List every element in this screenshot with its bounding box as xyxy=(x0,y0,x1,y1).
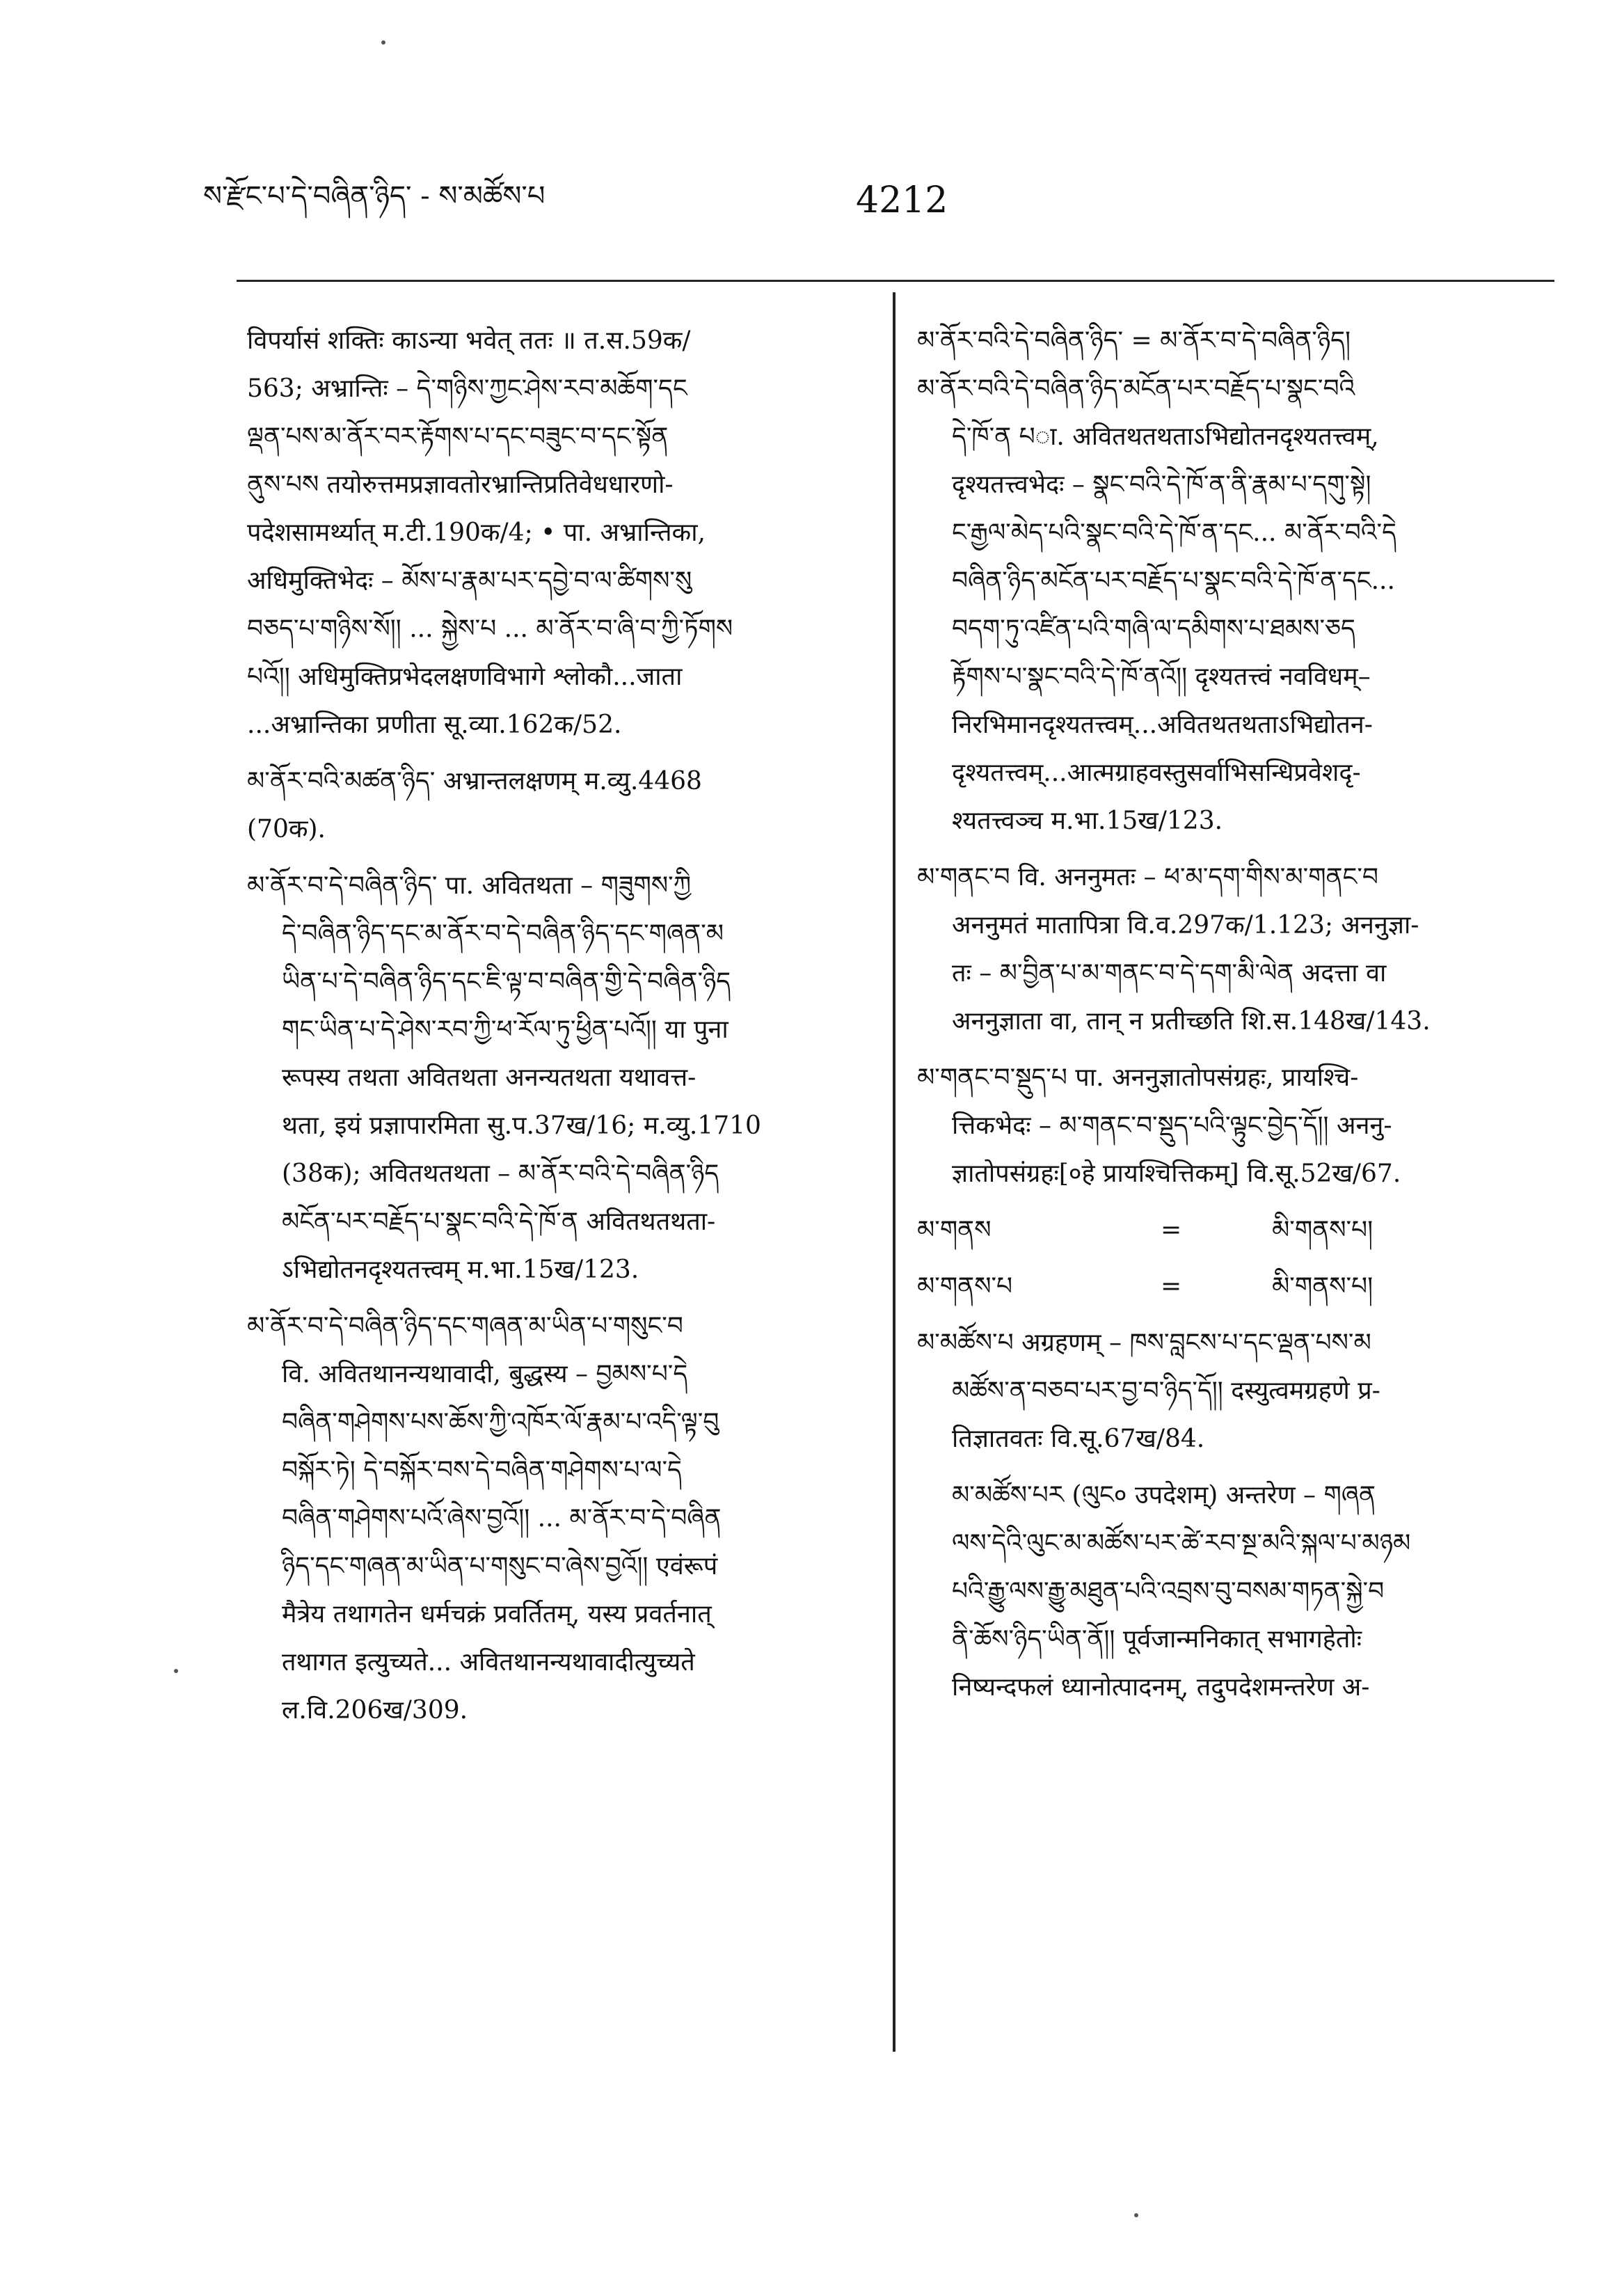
entry-continuation-line: གང་ཡིན་པ་དེ་ཤེས་རབ་ཀྱི་ཕ་རོལ་ཏུ་ཕྱིན་པའོ།། या पुना xyxy=(282,1015,729,1044)
header-rule xyxy=(237,280,1554,282)
entry-continuation-line: བཞིན་ཉིད་མངོན་པར་བརྗོད་པ་སྣང་བའི་དེ་ཁོ་ན་དང... xyxy=(952,567,1395,595)
entry-continuation-line: དེ་ཁོ་ན པा. अवितथतथताऽभिद्योतनदृश्यतत्त्वम्, xyxy=(952,422,1379,451)
entry-headword-line: མ་ནོར་བ་དེ་བཞིན་ཉིད་ पा. अवितथता – གཟུགས་ཀྱི xyxy=(247,871,692,900)
cross-reference-sign: = xyxy=(1161,1216,1182,1244)
entry-continuation-line: རྟོགས་པ་སྣང་བའི་དེ་ཁོ་ནའོ།། दृश्यतत्त्वं नवविधम्– xyxy=(952,663,1371,691)
entry-continuation-line: བཞིན་གཤེགས་པས་ཆོས་ཀྱི་འཁོར་ལོ་རྣམ་པ་འདི་ལྟ་བུ xyxy=(282,1408,719,1436)
cross-reference-head: མ་གནས་པ xyxy=(917,1272,1013,1301)
page-number: 4212 xyxy=(856,180,948,221)
entry-continuation-line: མངོན་པར་བརྗོད་པ་སྣང་བའི་དེ་ཁོ་ན अवितथतथता- xyxy=(282,1207,716,1236)
cross-reference-sign: = xyxy=(1161,1272,1182,1301)
entry-continuation-line: दृश्यतत्त्वम्...आत्मग्राहवस्तुसर्वाभिसन्धिप्रवेशदृ- xyxy=(952,759,1361,787)
entry-continuation-line: ऽभिद्योतनदृश्यतत्त्वम् म.भा.15ख/123. xyxy=(282,1256,639,1284)
entry-continuation-line: མཚོས་ན་བཅབ་པར་བྱ་བ་ཉིད་དོ།། दस्युत्वमग्रहणे प्र- xyxy=(952,1377,1380,1405)
entry-continuation-line: ཡིན་པ་དེ་བཞིན་ཉིད་དང་ཇི་ལྟ་བ་བཞིན་གྱི་དེ་བཞིན་ཉིད xyxy=(282,967,731,996)
scan-speck xyxy=(381,40,385,45)
entry-continuation-line: निरभिमानदृश्यतत्त्वम्...अवितथतथताऽभिद्योतन- xyxy=(952,711,1373,739)
entry-headword-line: ...अभ्रान्तिका प्रणीता सू.व्या.162क/52. xyxy=(247,711,622,739)
entry-continuation-line: བདག་ཏུ་འཛིན་པའི་གཞི་ལ་དམིགས་པ་ཐམས་ཅད xyxy=(952,615,1355,643)
entry-continuation-line: थता, इयं प्रज्ञापारमिता सु.प.37ख/16; म.व्यु.1710 xyxy=(282,1111,761,1140)
entry-headword-line: མ་གནང་བ་སྡུད་པ पा. अननुज्ञातोपसंग्रहः, प्रायश्चि- xyxy=(917,1063,1359,1092)
entry-gap xyxy=(917,845,1536,853)
entry-continuation-line: त्तिकभेदः – མ་གནང་བ་སྡུད་པའི་ལྟུང་བྱེད་དོ།། अननु- xyxy=(952,1111,1392,1140)
running-header: ས་རྫོང་པ་དེ་བཞིན་ཉིད་ - ས་མཚོས་པ xyxy=(203,180,546,212)
entry-gap xyxy=(247,853,866,862)
entry-continuation-line: तथागत इत्युच्यते... अवितथानन्यथावादीत्युच्यते xyxy=(282,1648,695,1677)
entry-continuation-line: ल.वि.206ख/309. xyxy=(282,1696,468,1725)
entry-continuation-line: अननुज्ञाता वा, तान् न प्रतीच्छति शि.स.148ख/143. xyxy=(952,1007,1431,1036)
right-column xyxy=(917,317,1536,1711)
entry-continuation-line: तः – མ་བྱིན་པ་མ་གནང་བ་དེ་དག་མི་ལེན अदत्ता वा xyxy=(952,959,1387,988)
entry-continuation-line: མ་མཚོས་པར (ལུང० उपदेशम्) अन्तरेण – གཞན xyxy=(952,1481,1376,1510)
entry-continuation-line: श्यतत्त्वञ्च म.भा.15ख/123. xyxy=(952,807,1223,835)
entry-gap xyxy=(917,1045,1536,1054)
cross-reference-tail: མི་གནས་པ། xyxy=(1272,1272,1374,1301)
entry-headword-line: པའོ།། अधिमुक्तिप्रभेदलक्षणविभागे श्लोकौ...जाता xyxy=(247,663,683,691)
entry-continuation-line: བསྐོར་ཏེ། དེ་བསྐོར་བས་དེ་བཞིན་གཤེགས་པ་ལ་དེ xyxy=(282,1456,682,1484)
entry-headword-line: བཅད་པ་གཉིས་སོ།། ... སྐྱེས་པ ... མ་ནོར་བ་ཞི་བ་ཀྱི་ཏོགས xyxy=(247,615,733,643)
column-divider xyxy=(893,292,895,2052)
entry-continuation-line: ལས་དེའི་ལུང་མ་མཚོས་པར་ཚེ་རབ་སྔ་མའི་སྐལ་པ་མཉམ xyxy=(952,1529,1411,1558)
entry-continuation-line: ནི་ཆོས་ཉིད་ཡིན་ནོ།། पूर्वजान्मनिकात् सभागहेतोः xyxy=(952,1625,1362,1654)
entry-continuation-line: तिज्ञातवतः वि.सू.67ख/84. xyxy=(952,1425,1205,1453)
scan-speck xyxy=(1134,2213,1138,2217)
left-column xyxy=(247,317,866,1734)
entry-continuation-line: दृश्यतत्त्वभेदः – སྣང་བའི་དེ་ཁོ་ན་ནི་རྣམ་པ་དགུ་སྟེ། xyxy=(952,470,1371,499)
entry-headword-line: མ་གནང་བ वि. अननुमतः – ཕ་མ་དག་གིས་མ་གནང་བ xyxy=(917,863,1378,892)
entry-continuation-line: वि. अवितथानन्यथावादी, बुद्धस्य – བྱམས་པ་དེ xyxy=(282,1360,688,1388)
entry-headword-line: पदेशसामर्थ्यात् म.टी.190क/4; • पा. अभ्रान्तिका, xyxy=(247,518,706,547)
entry-headword-line: ནུས་པས तयोरुत्तमप्रज्ञावतोरभ्रान्तिप्रतिवेधधारणो- xyxy=(247,470,674,499)
entry-gap xyxy=(247,1294,866,1302)
entry-headword-line: विपर्यासं शक्तिः काऽन्या भवेत् ततः ॥ त.स.59क/ xyxy=(247,326,691,355)
scan-speck xyxy=(174,1669,178,1673)
entry-headword-line: མ་ནོར་བའི་མཚན་ཉིད་ अभ्रान्तलक्षणम् म.व्यु.4468 xyxy=(247,767,702,795)
entry-continuation-line: པའི་རྒྱུ་ལས་རྒྱུ་མཐུན་པའི་འབྲས་བུ་བསམ་གཏན་སྐྱེ་བ xyxy=(952,1577,1385,1606)
entry-headword-line: མ་ནོར་བ་དེ་བཞིན་ཉིད་དང་གཞན་མ་ཡིན་པ་གསུང་བ xyxy=(247,1312,683,1340)
entry-headword-line: མ་མཚོས་པ अग्रहणम् – ཁས་བླངས་པ་དང་ལྡན་པས་མ xyxy=(917,1329,1371,1357)
entry-continuation-line: ज्ञातोपसंग्रहः[०हे प्रायश्चित्तिकम्] वि.सू.52ख/67. xyxy=(952,1159,1401,1188)
cross-reference-entry xyxy=(917,1206,1536,1254)
cross-reference-head: མ་གནས xyxy=(917,1216,992,1244)
entry-gap xyxy=(917,1254,1536,1262)
entry-continuation-line: अननुमतं मातापित्रा वि.व.297क/1.123; अननुज्ञा- xyxy=(952,911,1419,940)
entry-continuation-line: ང་རྒྱལ་མེད་པའི་སྣང་བའི་དེ་ཁོ་ན་དང... མ་ནོར་བའི་དེ xyxy=(952,518,1396,547)
cross-reference-tail: མི་གནས་པ། xyxy=(1272,1216,1374,1244)
entry-continuation-line: བཞིན་གཤེགས་པའོ་ཞེས་བྱའོ།། ... མ་ནོར་བ་དེ་བཞིན xyxy=(282,1504,722,1532)
entry-headword-line: མ་ནོར་བའི་དེ་བཞིན་ཉིད་ = མ་ནོར་བ་དེ་བཞིན་ཉིད། xyxy=(917,326,1351,355)
entry-continuation-line: དེ་བཞིན་ཉིད་དང་མ་ནོར་བ་དེ་བཞིན་ཉིད་དང་གཞན་མ xyxy=(282,919,724,948)
entry-headword-line: ལྡན་པས་མ་ནོར་བར་རྟོགས་པ་དང་བཟུང་བ་དང་སྟོན xyxy=(247,422,669,451)
entry-gap xyxy=(917,1310,1536,1319)
entry-continuation-line: ཉིད་དང་གཞན་མ་ཡིན་པ་གསུང་བ་ཞེས་བྱའོ།། एवंरूपं xyxy=(282,1552,718,1581)
entry-continuation-line: (38क); अवितथतथता – མ་ནོར་བའི་དེ་བཞིན་ཉིད xyxy=(282,1159,719,1188)
entry-headword-line: མ་ནོར་བའི་དེ་བཞིན་ཉིད་མངོན་པར་བརྗོད་པ་སྣང་བའི xyxy=(917,374,1355,403)
entry-gap xyxy=(917,1463,1536,1471)
entry-continuation-line: मैत्रेय तथागतेन धर्मचक्रं प्रवर्तितम्, यस्य प्रवर्तनात् xyxy=(282,1600,712,1629)
entry-gap xyxy=(247,749,866,757)
cross-reference-entry xyxy=(917,1262,1536,1310)
entry-headword-line: अधिमुक्तिभेदः – མོས་པ་རྣམ་པར་དབྱེ་བ་ལ་ཚིགས་སུ xyxy=(247,567,692,595)
entry-headword-line: 563; अभ्रान्तिः – དེ་གཉིས་ཀྱང་ཤེས་རབ་མཆོག་དང xyxy=(247,374,687,403)
entry-continuation-line: रूपस्य तथता अवितथता अनन्यतथता यथावत्त- xyxy=(282,1063,696,1092)
entry-gap xyxy=(917,1198,1536,1206)
entry-continuation-line: निष्यन्दफलं ध्यानोत्पादनम्, तदुपदेशमन्तरेण अ- xyxy=(952,1673,1370,1702)
entry-headword-line: (70क). xyxy=(247,815,326,843)
